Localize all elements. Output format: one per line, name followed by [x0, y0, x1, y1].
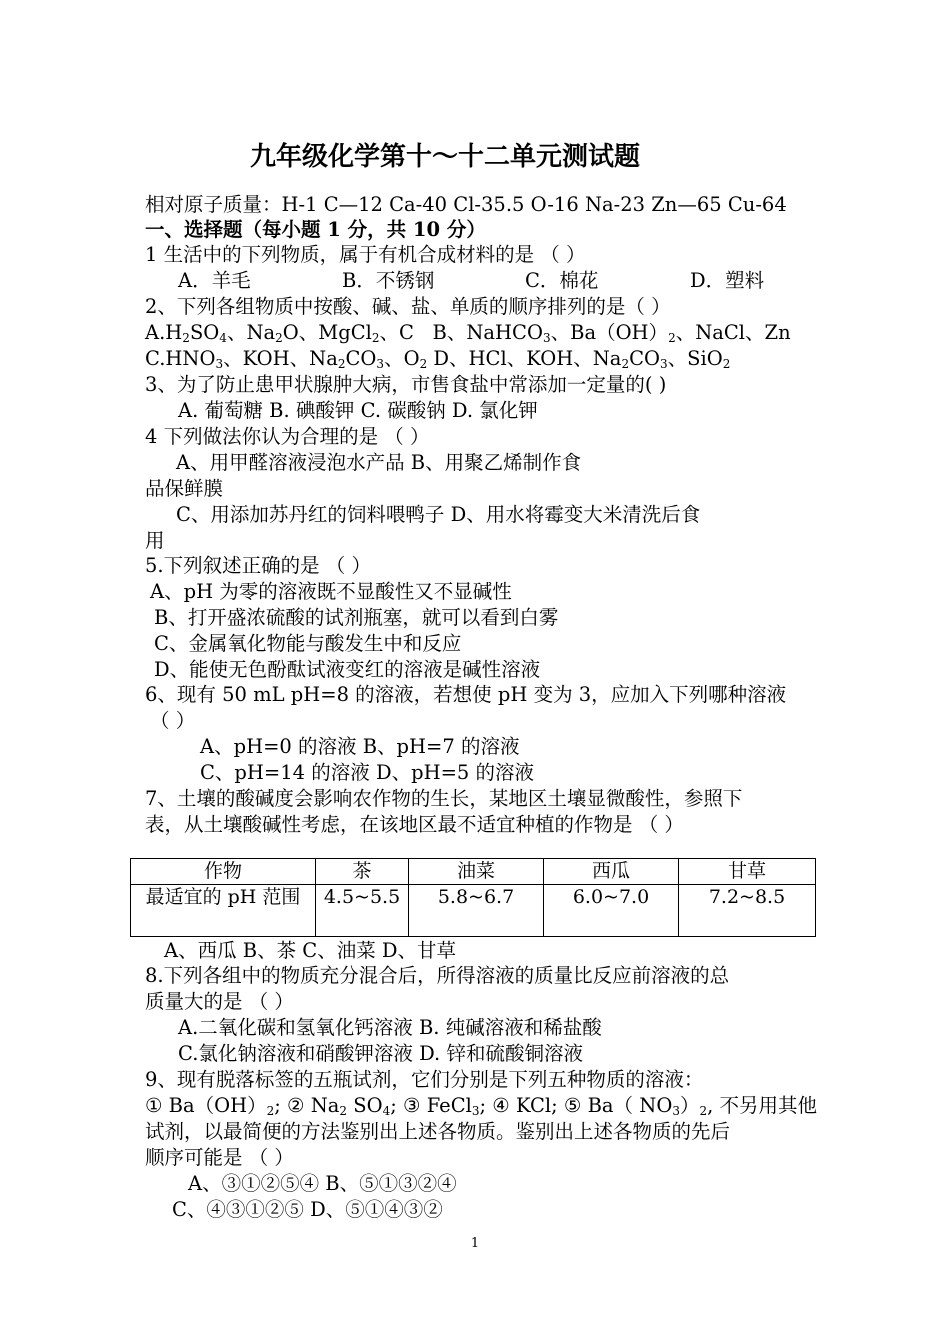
table-header-cell: 茶 [316, 859, 409, 885]
page-title: 九年级化学第十～十二单元测试题 [249, 142, 640, 172]
table-row [131, 885, 816, 937]
table-header-cell: 西瓜 [544, 859, 679, 885]
q9-stem1: 9、现有脱落标签的五瓶试剂，它们分别是下列五种物质的溶液： [145, 1068, 704, 1091]
q1-option-d: D．塑料 [690, 269, 765, 292]
table-header-cell: 甘草 [679, 859, 816, 885]
q9-line2: C、④③①②⑤ D、⑤①④③② [172, 1198, 443, 1221]
q4-line3: C、用添加苏丹红的饲料喂鸭子 D、用水将霉变大米清洗后食 [176, 503, 701, 526]
q8-stem2: 质量大的是 （ ） [145, 990, 294, 1013]
q2-options-ab: $A.H_2SO_4$、$Na_2O$、MgCl$_2$、C B、NaHCO$_3$、$Ba(OH)_2$、NaCl、Zn [145, 321, 791, 345]
q5-stem: 5.下列叙述正确的是 （ ） [145, 554, 372, 577]
q5-option-d: D、能使无色酚酞试液变红的溶液是碱性溶液 [154, 658, 541, 681]
q2-stem: 2、下列各组物质中按酸、碱、盐、单质的顺序排列的是（ ） [145, 295, 671, 318]
q1-option-a: A．羊毛 [178, 269, 251, 292]
table-cell: 5.8~6.7 [409, 885, 544, 937]
table-header-cell: 作物 [131, 859, 316, 885]
table-cell: 7.2~8.5 [679, 885, 816, 937]
q6-stem: 6、现有 50 mL pH=8 的溶液，若想使 pH 变为 3，应加入下列哪种溶液 [145, 683, 787, 706]
ph-table [130, 858, 816, 937]
section-heading: 一、选择题（每小题 1 分，共 10 分） [145, 218, 486, 241]
q7-stem2: 表，从土壤酸碱性考虑，在该地区最不适宜种植的作物是 （ ） [145, 813, 684, 836]
q6-line1: A、pH=0 的溶液 B、pH=7 的溶液 [200, 735, 520, 758]
q8-line2: C.氯化钠溶液和硝酸钾溶液 D. 锌和硫酸铜溶液 [178, 1042, 583, 1065]
q9-line1: A、③①②⑤④ B、⑤①③②④ [188, 1172, 457, 1195]
q5-option-c: C、金属氧化物能与酸发生中和反应 [154, 632, 462, 655]
q7-options: A、西瓜 B、茶 C、油菜 D、甘草 [164, 939, 457, 962]
q9-stem3: 试剂，以最简便的方法鉴别出上述各物质。鉴别出上述各物质的先后 [145, 1120, 731, 1143]
table-cell: 6.0~7.0 [544, 885, 679, 937]
q6-line2: C、pH=14 的溶液 D、pH=5 的溶液 [200, 761, 535, 784]
q4-line2: 品保鲜膜 [145, 477, 224, 500]
q8-stem1: 8.下列各组中的物质充分混合后，所得溶液的质量比反应前溶液的总 [145, 964, 730, 987]
q4-line1: A、用甲醛溶液浸泡水产品 B、用聚乙烯制作食 [176, 451, 582, 474]
table-row [131, 859, 816, 885]
table-cell: 4.5~5.5 [316, 885, 409, 937]
q9-stem2: ① $Ba(OH)_2$; ② $Na_2$ $SO_4$; ③ FeCl$_3$; ④ KCl; ⑤ Ba（ $NO_3)_2$, 不另用其他 [145, 1094, 818, 1118]
q5-option-b: B、打开盛浓硫酸的试剂瓶塞，就可以看到白雾 [154, 606, 559, 629]
table-header-cell: 油菜 [409, 859, 544, 885]
q1-option-c: C．棉花 [525, 269, 599, 292]
page-number: 1 [470, 1236, 480, 1251]
q5-option-a: A、pH 为零的溶液既不显酸性又不显碱性 [150, 580, 512, 603]
q2-options-cd: $C.HNO_3$、KOH、$Na_2CO_3$、$O_2$ D、HCl、KOH、$Na_2CO_3$、SiO$_2$ [145, 347, 731, 371]
q1-stem: 1 生活中的下列物质，属于有机合成材料的是 （ ） [145, 243, 586, 266]
q7-stem1: 7、土壤的酸碱度会影响农作物的生长，某地区土壤显微酸性，参照下 [145, 787, 743, 810]
q3-options: A. 葡萄糖 B. 碘酸钾 C. 碳酸钠 D. 氯化钾 [178, 399, 538, 422]
q1-option-b: B．不锈钢 [342, 269, 435, 292]
table-row-label: 最适宜的 pH 范围 [131, 885, 316, 937]
q6-paren: （ ） [150, 709, 196, 732]
q9-stem4: 顺序可能是 （ ） [145, 1146, 294, 1169]
atomic-mass-line: 相对原子质量：H-1 C—12 Ca-40 Cl-35.5 O-16 Na-23 Zn—65 Cu-64 [145, 193, 787, 216]
q8-line1: A.二氧化碳和氢氧化钙溶液 B. 纯碱溶液和稀盐酸 [178, 1016, 602, 1039]
q4-stem: 4 下列做法你认为合理的是 （ ） [145, 425, 430, 448]
q3-stem: 3、为了防止患甲状腺肿大病，市售食盐中常添加一定量的( ) [145, 373, 667, 396]
q4-line4: 用 [145, 529, 165, 552]
